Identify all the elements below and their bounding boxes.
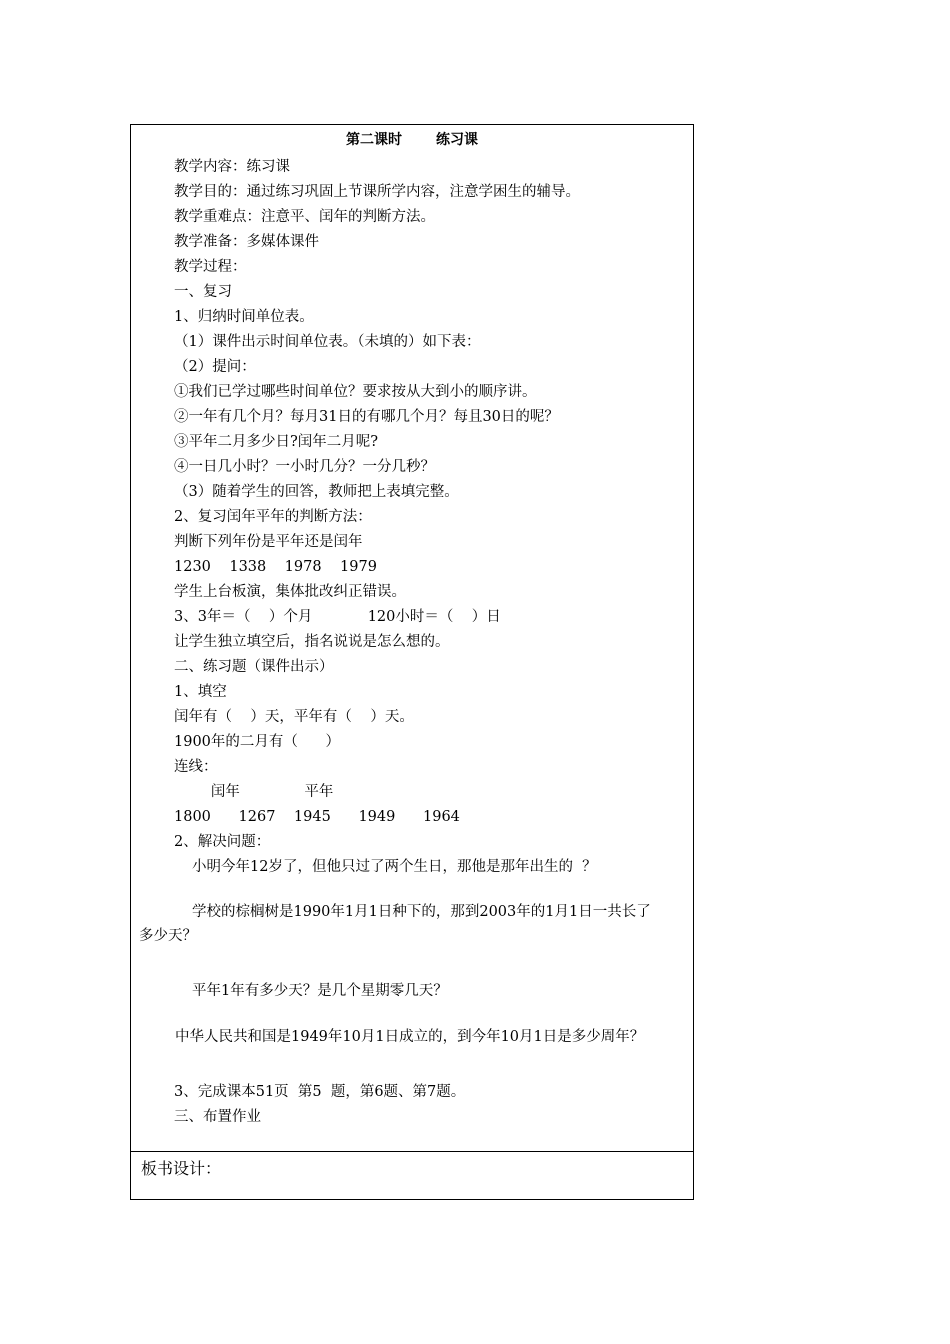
key-points-line: 教学重难点：注意平、闰年的判断方法。 (174, 209, 435, 225)
text-line: 2、复习闰年平年的判断方法： (174, 509, 372, 525)
text-line: （1）课件出示时间单位表。（未填的）如下表： (174, 334, 481, 350)
question-line: ①我们已学过哪些时间单位？要求按从大到小的顺序讲。 (174, 384, 537, 400)
lesson-title-period: 第二课时 (346, 132, 402, 148)
question-line: ②一年有几个月？每月31日的有哪几个月？每且30日的呢？ (174, 409, 559, 425)
text-line: 2、解决问题： (174, 834, 271, 850)
preparation-line: 教学准备：多媒体课件 (174, 234, 319, 250)
question-line: ③平年二月多少日?闰年二月呢? (174, 434, 379, 450)
text-line: （3）随着学生的回答，教师把上表填完整。 (174, 484, 459, 500)
text-line: 判断下列年份是平年还是闰年 (174, 534, 363, 550)
lesson-plan-table (130, 124, 694, 1200)
lesson-title (131, 129, 693, 149)
fill-blank-line: 1900年的二月有（ ） (174, 734, 341, 750)
process-heading: 教学过程： (174, 259, 247, 275)
years-line: 1230 1338 1978 1979 (174, 559, 377, 575)
fill-blank-line: 3、3年＝（ ）个月 120小时＝（ ）日 (174, 609, 501, 625)
text-line: 1、归纳时间单位表。 (174, 309, 314, 325)
fill-blank-line: 闰年有（ ）天，平年有（ ）天。 (174, 709, 414, 725)
text-line: 学生上台板演，集体批改纠正错误。 (174, 584, 406, 600)
text-line: 连线： (174, 759, 218, 775)
lesson-title-type: 练习课 (436, 132, 478, 148)
objective-line: 教学目的：通过练习巩固上节课所学内容，注意学困生的辅导。 (174, 184, 580, 200)
problem-line: 平年1年有多少天？是几个星期零几天？ (192, 983, 448, 999)
problem-line: 小明今年12岁了，但他只过了两个生日，那他是那年出生的 ？ (192, 859, 597, 875)
table-divider (131, 1151, 693, 1152)
text-line: 1、填空 (174, 684, 227, 700)
board-design-label: 板书设计： (141, 1159, 222, 1178)
section-homework: 三、布置作业 (174, 1109, 261, 1125)
text-line: （2）提问： (174, 359, 256, 375)
problem-line: 中华人民共和国是1949年10月1日成立的，到今年10月1日是多少周年？ (175, 1029, 645, 1045)
content-line: 教学内容：练习课 (174, 159, 290, 175)
section-exercises: 二、练习题（课件出示） (174, 659, 334, 675)
text-line: 让学生独立填空后，指名说说是怎么想的。 (174, 634, 450, 650)
text-line: 3、完成课本51页 第5 题，第6题、第7题。 (174, 1084, 466, 1100)
matching-headers: 闰年 平年 (174, 784, 334, 800)
matching-years: 1800 1267 1945 1949 1964 (174, 809, 460, 825)
question-line: ④一日几小时？一小时几分？一分几秒？ (174, 459, 435, 475)
section-review: 一、复习 (174, 284, 232, 300)
problem-line: 学校的棕榈树是1990年1月1日种下的，那到2003年的1月1日一共长了多少天？ (139, 904, 651, 944)
